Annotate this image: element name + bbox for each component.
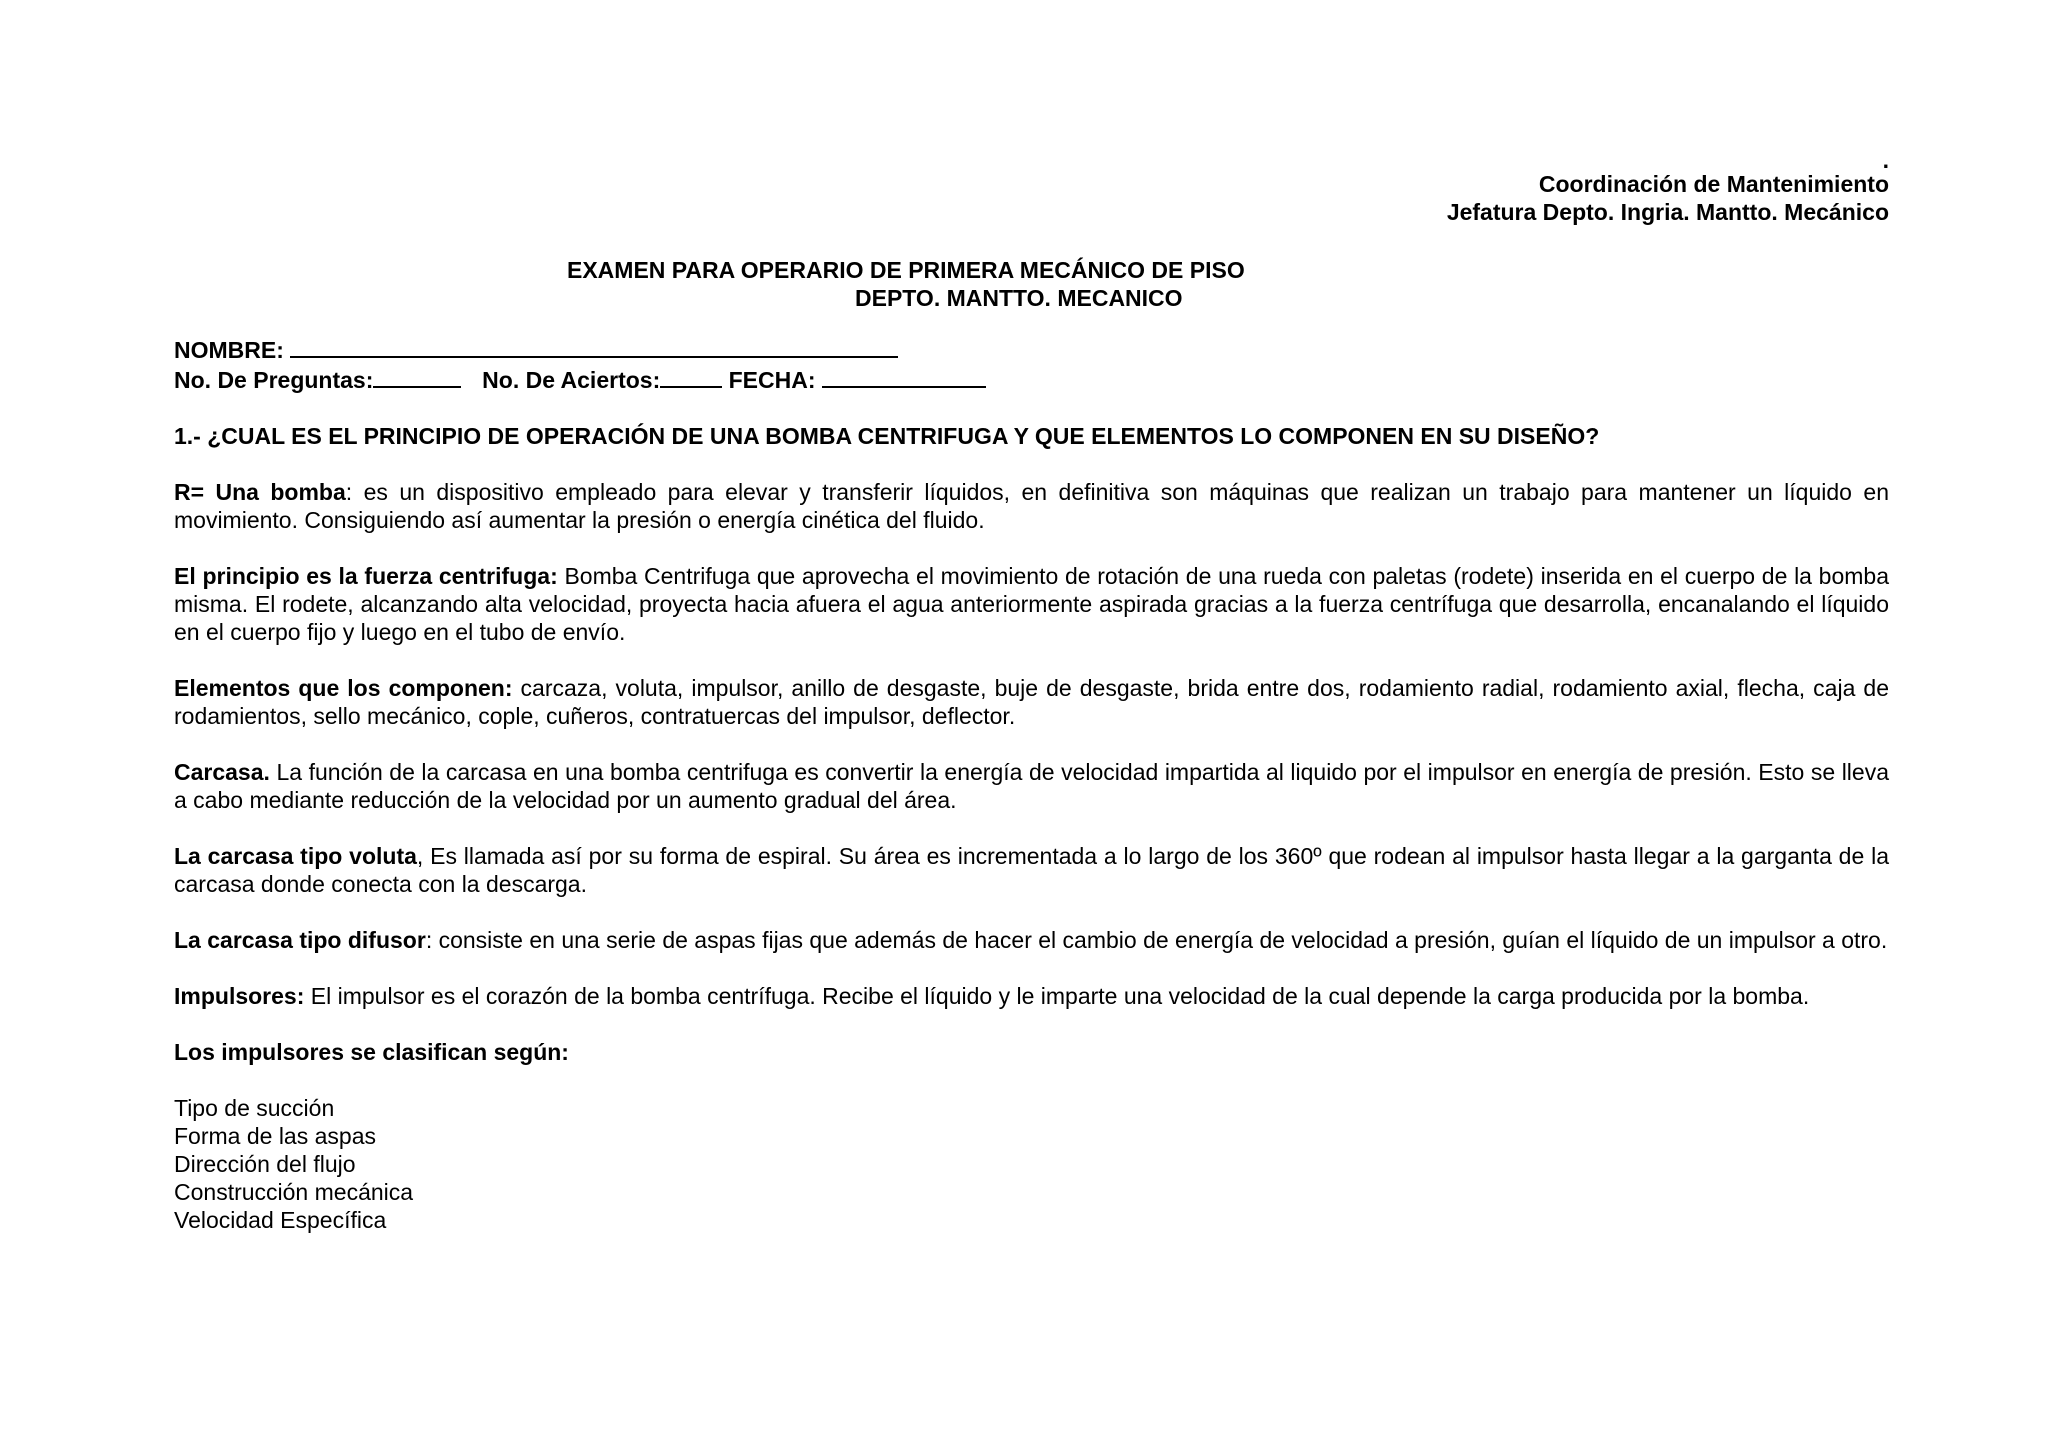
exam-title-line2: DEPTO. MANTTO. MECANICO <box>855 285 1183 311</box>
nombre-label: NOMBRE: <box>174 337 284 363</box>
paragraph-voluta <box>174 842 1889 898</box>
fecha-field[interactable] <box>822 364 986 388</box>
paragraph-bomba <box>174 478 1889 534</box>
paragraph-lead: R= Una bomba <box>174 479 346 505</box>
paragraph-lead: Carcasa. <box>174 759 270 785</box>
exam-form <box>174 334 1889 394</box>
header-coordination: Coordinación de Mantenimiento <box>1538 171 1889 197</box>
paragraph-text: El impulsor es el corazón de la bomba centrífuga. Recibe el líquido y le imparte una velocidad de la cual depende la carga producida por la bomba. <box>304 983 1810 1009</box>
classification-heading-text: Los impulsores se clasifican según: <box>174 1039 569 1065</box>
paragraph-lead: El principio es la fuerza centrifuga: <box>174 563 558 589</box>
paragraph-lead: Elementos que los componen: <box>174 675 513 701</box>
paragraph-text: La función de la carcasa en una bomba centrifuga es convertir la energía de velocidad impartida al liquido por el impulsor en energía de presión. Esto se lleva a cabo mediante reducción de la velocidad por un aumento gradual del área. <box>174 759 1889 813</box>
nombre-row <box>174 334 1889 364</box>
aciertos-label: No. De Aciertos: <box>482 367 661 393</box>
paragraph-text: carcaza, voluta, impulsor, anillo de desgaste, buje de desgaste, brida entre dos, rodamiento radial, rodamiento axial, flecha, caja de rodamientos, sello mecánico, cople, cuñeros, contratuercas del impulsor, deflector. <box>174 675 1889 729</box>
paragraph-impulsores <box>174 982 1889 1010</box>
header-department: Jefatura Depto. Ingria. Mantto. Mecánico <box>1446 199 1889 225</box>
list-item: Velocidad Específica <box>174 1207 387 1233</box>
nombre-field[interactable] <box>290 334 898 358</box>
paragraph-text: : consiste en una serie de aspas fijas que además de hacer el cambio de energía de velocidad a presión, guían el líquido de un impulsor a otro. <box>425 927 1888 953</box>
header-block <box>174 147 1889 226</box>
aciertos-field[interactable] <box>660 364 722 388</box>
counts-row <box>174 364 1889 394</box>
list-item: Construcción mecánica <box>174 1179 414 1205</box>
exam-title <box>174 256 1889 312</box>
classification-heading <box>174 1038 1889 1066</box>
fecha-label: FECHA: <box>728 367 816 393</box>
paragraph-carcasa <box>174 758 1889 814</box>
exam-title-line1: EXAMEN PARA OPERARIO DE PRIMERA MECÁNICO DE PISO <box>567 257 1245 283</box>
paragraph-difusor <box>174 926 1889 954</box>
paragraph-principio <box>174 562 1889 646</box>
paragraph-lead: La carcasa tipo voluta <box>174 843 417 869</box>
classification-list <box>174 1094 1889 1234</box>
list-item: Dirección del flujo <box>174 1151 356 1177</box>
paragraph-text: , Es llamada así por su forma de espiral. Su área es incrementada a lo largo de los 360º que rodean al impulsor hasta llegar a la garganta de la carcasa donde conecta con la descarga. <box>174 843 1889 897</box>
header-dot: . <box>1882 147 1889 173</box>
paragraph-text: : es un dispositivo empleado para elevar y transferir líquidos, en definitiva son máquinas que realizan un trabajo para mantener un líquido en movimiento. Consiguiendo así aumentar la presión o energía cinética del fluido. <box>174 479 1889 533</box>
preguntas-field[interactable] <box>373 364 461 388</box>
preguntas-label: No. De Preguntas: <box>174 367 374 393</box>
question-1: 1.- ¿CUAL ES EL PRINCIPIO DE OPERACIÓN DE UNA BOMBA CENTRIFUGA Y QUE ELEMENTOS LO COMPONEN EN SU DISEÑO? <box>174 423 1600 449</box>
list-item: Tipo de succión <box>174 1095 335 1121</box>
paragraph-lead: La carcasa tipo difusor <box>174 927 426 953</box>
paragraph-elementos <box>174 674 1889 730</box>
list-item: Forma de las aspas <box>174 1123 376 1149</box>
paragraph-text: Bomba Centrifuga que aprovecha el movimiento de rotación de una rueda con paletas (rodete) inserida en el cuerpo de la bomba misma. El rodete, alcanzando alta velocidad, proyecta hacia afuera el agua anteriormente aspirada gracias a la fuerza centrífuga que desarrolla, encanalando el líquido en el cuerpo fijo y luego en el tubo de envío. <box>174 563 1889 645</box>
paragraph-lead: Impulsores: <box>174 983 305 1009</box>
document-page <box>174 147 1889 1234</box>
